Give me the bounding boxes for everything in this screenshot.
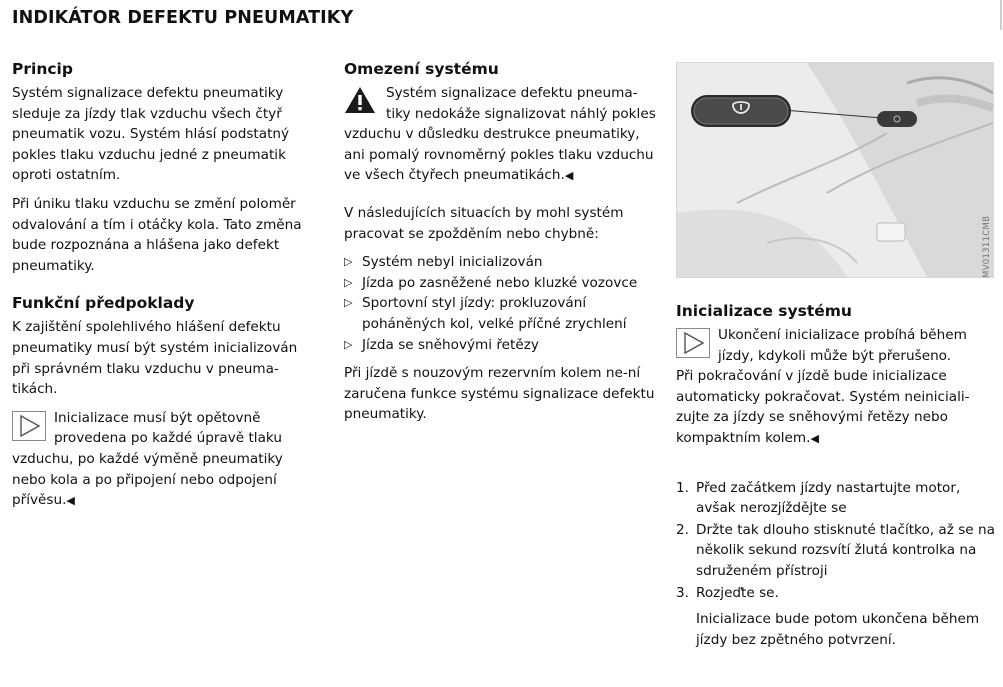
init-heading: Inicializace systému [676, 302, 852, 320]
principle-paragraph-1: Systém signalizace defektu pneumatiky sleduje za jízdy tlak vzduchu všech čtyř pneumatik vozu. Systém hlásí podstatný pokles tlaku vzduchu jedné z pneumatik oproti ostatním. [12, 85, 290, 184]
principle-paragraph-2: Při úniku tlaku vzduchu se změní poloměr odvalování a tím i otáčky kola. Tato změna bude rozpoznána a hlášena jako defekt pneumatiky. [12, 195, 302, 274]
end-marker-icon: ◀ [66, 494, 75, 508]
init-completion-note: Inicializace bude potom ukončena během jízdy bez zpětného potvrzení. [696, 611, 980, 648]
list-item [676, 583, 996, 604]
note-triangle-icon [12, 411, 46, 441]
reinit-note-text: Inicializace musí být opětovně provedena po každé úpravě tlaku vzduchu, po každé výměně pneumatiky nebo kola a po připojení nebo odpojení přívěsu. [12, 409, 283, 509]
step-number: 1. [676, 479, 689, 496]
limits-intro: V následujících situacích by mohl systém pracovat se zpožděním nebo chybně: [344, 204, 624, 242]
list-item-text: Jízda po zasněžené nebo kluzké vozovce [362, 274, 638, 291]
end-marker-icon: ◀ [564, 169, 574, 183]
step-text: Před začátkem jízdy nastartujte motor, avšak nerozjíždějte se [696, 479, 961, 517]
limits-warning [344, 83, 662, 187]
bullet-triangle-icon: ▷ [344, 337, 353, 351]
reinit-note [12, 408, 318, 512]
init-paragraph-text: Při pokračování v jízdě bude inicializace automaticky pokračovat. Systém neiniciali-zujte za jízdy se sněhovými řetězy nebo kompaktním kolem. [676, 368, 970, 446]
step-number: 2. [676, 521, 689, 538]
limits-bullet-list [344, 252, 662, 355]
end-marker-icon: ◀ [810, 431, 819, 445]
list-item-text: Jízda se sněhovými řetězy [362, 336, 539, 353]
column-right [676, 300, 996, 650]
prerequisites-section [12, 292, 318, 511]
column-middle [344, 58, 662, 433]
principle-heading: Princip [12, 60, 73, 78]
tpm-button-figure [676, 62, 994, 278]
list-item [344, 252, 662, 273]
figure-code: MV01311CMB [982, 215, 992, 278]
bullet-triangle-icon: ▷ [344, 296, 353, 310]
warning-icon [344, 85, 376, 115]
list-item-text: Systém nebyl inicializován [362, 254, 543, 271]
dashboard-illustration [677, 63, 993, 277]
limits-warning-text: Systém signalizace defektu pneuma-tiky nedokáže signalizovat náhlý pokles vzduchu v důsledku destrukce pneumatiky, ani pomalý rovnoměrný pokles tlaku vzduchu ve všech čtyřech pneumatikách. [344, 85, 656, 184]
list-item [344, 335, 662, 356]
step-text: Rozjeďte se. [696, 584, 779, 601]
bullet-triangle-icon: ▷ [344, 275, 353, 289]
init-paragraph [676, 366, 996, 449]
page-edge-rule [1000, 0, 1002, 30]
prerequisites-heading: Funkční předpoklady [12, 294, 195, 313]
list-item-text: Sportovní styl jízdy: prokluzování poháněných kol, velké příčné zrychlení [362, 295, 627, 332]
limits-heading: Omezení systému [344, 60, 499, 78]
list-item [344, 273, 662, 294]
list-item [676, 478, 996, 519]
step-text: Držte tak dlouho stisknuté tlačítko, až se na několik sekund rozsvítí žlutá kontrolka na sdruženém přístroji [696, 521, 995, 579]
bullet-triangle-icon: ▷ [344, 255, 353, 269]
list-item [344, 293, 662, 334]
note-triangle-icon [676, 328, 710, 358]
prerequisites-paragraph: K zajištění spolehlivého hlášení defektu pneumatiky musí být systém inicializován při správném tlaku vzduchu v pneuma-tikách. [12, 319, 298, 398]
init-note [676, 325, 996, 366]
init-step-list [676, 478, 996, 604]
init-note-text: Ukončení inicializace probíhá během jízdy, kdykoli může být přerušeno. [718, 327, 967, 364]
page-title: INDIKÁTOR DEFEKTU PNEUMATIKY [12, 8, 354, 28]
spare-wheel-paragraph: Při jízdě s nouzovým rezervním kolem ne-ní zaručena funkce systému signalizace defektu pneumatiky. [344, 365, 655, 423]
list-item [676, 520, 996, 582]
column-left [12, 58, 318, 520]
step-number: 3. [676, 584, 689, 601]
